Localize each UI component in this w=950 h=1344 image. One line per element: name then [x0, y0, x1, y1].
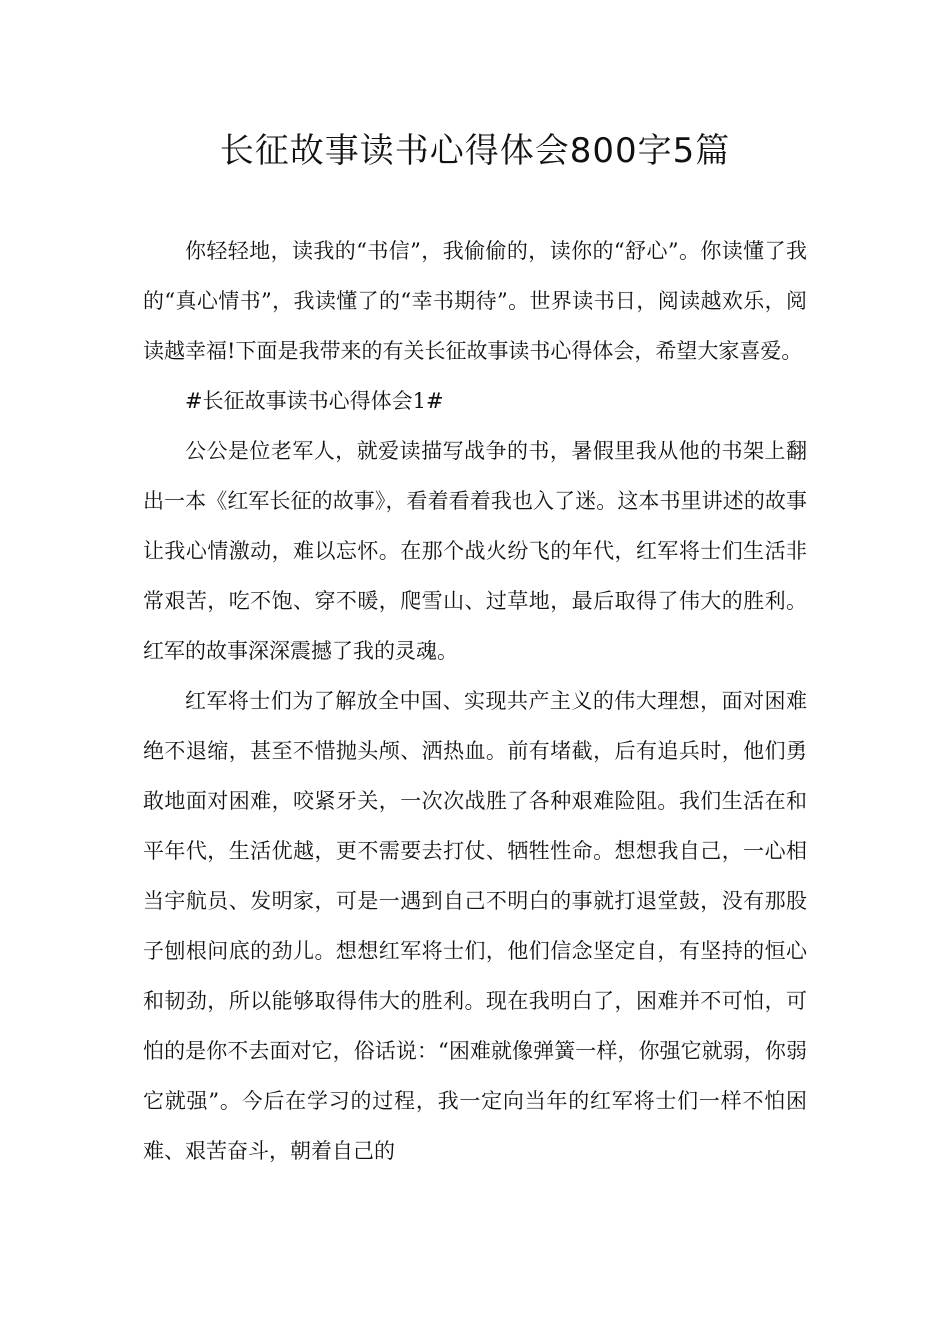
intro-paragraph: 你轻轻地，读我的“书信”，我偷偷的，读你的“舒心”。你读懂了我的“真心情书”，我读懂了的“幸书期待”。世界读书日，阅读越欢乐，阅读越幸福!下面是我带来的有关长征故事读书心得体会，希望大家喜爱。 [143, 239, 807, 363]
document-title: 长征故事读书心得体会800字5篇 [219, 131, 731, 171]
body-paragraph: 红军将士们为了解放全中国、实现共产主义的伟大理想，面对困难绝不退缩，甚至不惜抛头颅、洒热血。前有堵截，后有追兵时，他们勇敢地面对困难，咬紧牙关，一次次战胜了各种艰难险阻。我们生活在和平年代，生活优越，更不需要去打仗、牺牲性命。想想我自己，一心相当宇航员、发明家，可是一遇到自己不明白的事就打退堂鼓，没有那股子刨根问底的劲儿。想想红军将士们，他们信念坚定自，有坚持的恒心和韧劲，所以能够取得伟大的胜利。现在我明白了，困难并不可怕，可怕的是你不去面对它，俗话说：“困难就像弹簧一样，你强它就弱，你弱它就强”。今后在学习的过程，我一定向当年的红军将士们一样不怕困难、艰苦奋斗，朝着自己的 [143, 689, 807, 1163]
section-heading: #长征故事读书心得体会1# [185, 389, 444, 413]
body-paragraph: 公公是位老军人，就爱读描写战争的书，暑假里我从他的书架上翻出一本《红军长征的故事》，看着看着我也入了迷。这本书里讲述的故事让我心情激动，难以忘怀。在那个战火纷飞的年代，红军将士们生活非常艰苦，吃不饱、穿不暖，爬雪山、过草地，最后取得了伟大的胜利。红军的故事深深震撼了我的灵魂。 [143, 439, 807, 663]
document-body [143, 226, 807, 1176]
